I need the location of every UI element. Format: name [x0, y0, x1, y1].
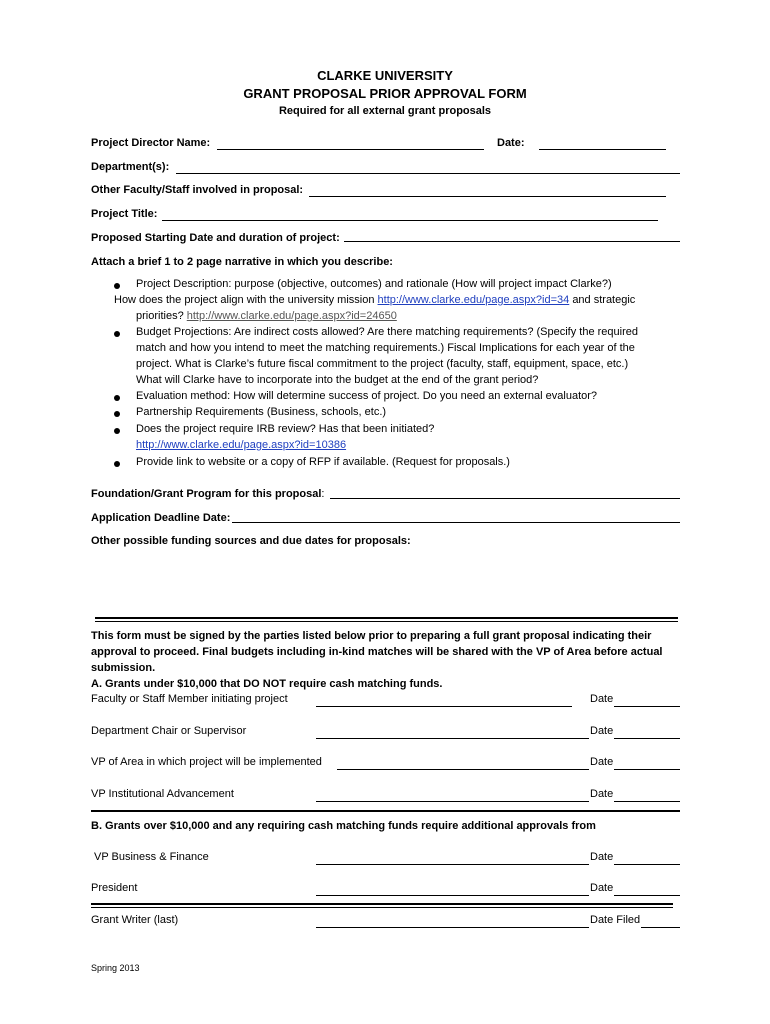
vp-inst-signature-field[interactable] — [316, 801, 589, 802]
vp-area-signature-field[interactable] — [337, 769, 589, 770]
faculty-date-field[interactable] — [614, 706, 680, 707]
faculty-date-label: Date — [590, 693, 614, 705]
chair-signature-field[interactable] — [316, 738, 589, 739]
date-filed-field[interactable] — [641, 927, 680, 928]
narrative-item-partnership: Partnership Requirements (Business, schools, etc.) — [136, 406, 387, 418]
priorities-text: priorities? — [136, 310, 184, 322]
president-signature-field[interactable] — [316, 895, 589, 896]
other-sources-label: Other possible funding sources and due dates for proposals: — [91, 535, 411, 547]
proposed-start-label: Proposed Starting Date and duration of project: — [91, 232, 340, 244]
foundation-text: Foundation/Grant Program for this proposal — [91, 488, 322, 500]
mission-question: How does the project align with the university mission — [114, 294, 375, 306]
project-director-field[interactable] — [217, 149, 484, 150]
narrative-item-evaluation: Evaluation method: How will determine success of project. Do you need an external evaluator? — [136, 390, 598, 402]
narrative-item-description: Project Description: purpose (objective, outcomes) and rationale (How will project impact Clarke?) — [136, 278, 612, 290]
narrative-item-rfp: Provide link to website or a copy of RFP if available. (Request for proposals.) — [136, 456, 510, 468]
signoff-notice-l2: approval to proceed. Final budgets including in-kind matches will be shared with the VP of Area before actual — [91, 646, 663, 658]
departments-label: Department(s): — [91, 161, 170, 173]
other-faculty-label: Other Faculty/Staff involved in proposal: — [91, 184, 304, 196]
chair-label: Department Chair or Supervisor — [91, 725, 247, 737]
vp-area-label: VP of Area in which project will be implemented — [91, 756, 322, 768]
faculty-signature-field[interactable] — [316, 706, 572, 707]
narrative-item-budget: Budget Projections: Are indirect costs allowed? Are there matching requirements? (Specify the required — [136, 326, 638, 338]
bullet-icon — [114, 411, 120, 417]
deadline-label: Application Deadline Date: — [91, 512, 231, 524]
bullet-icon — [114, 331, 120, 337]
foundation-field[interactable] — [330, 498, 680, 499]
signoff-notice-l3: submission. — [91, 662, 156, 674]
narrative-item-description-cont — [114, 294, 635, 306]
bullet-icon — [114, 428, 120, 434]
vp-area-date-label: Date — [590, 756, 614, 768]
project-title-field[interactable] — [162, 220, 658, 221]
section-a-divider — [91, 810, 680, 812]
departments-field[interactable] — [176, 173, 680, 174]
other-faculty-field[interactable] — [309, 196, 666, 197]
date-filed-label: Date Filed — [590, 914, 641, 926]
narrative-item-budget-l3: project. What is Clarke’s future fiscal commitment to the project (faculty, staff, equipment, space, etc.) — [136, 358, 629, 370]
date-field[interactable] — [539, 149, 666, 150]
faculty-label: Faculty or Staff Member initiating project — [91, 693, 288, 705]
section-a-heading: A. Grants under $10,000 that DO NOT require cash matching funds. — [91, 678, 443, 690]
president-label: President — [91, 882, 138, 894]
chair-date-label: Date — [590, 725, 614, 737]
vp-area-date-field[interactable] — [614, 769, 680, 770]
narrative-item-irb: Does the project require IRB review? Has that been initiated? — [136, 423, 435, 435]
foundation-colon: : — [321, 488, 325, 500]
irb-link[interactable]: http://www.clarke.edu/page.aspx?id=10386 — [136, 439, 347, 451]
deadline-field[interactable] — [232, 522, 680, 523]
president-date-field[interactable] — [614, 895, 680, 896]
chair-date-field[interactable] — [614, 738, 680, 739]
vp-business-label: VP Business & Finance — [94, 851, 209, 863]
vp-business-date-label: Date — [590, 851, 614, 863]
other-sources-field[interactable] — [91, 552, 680, 608]
bullet-icon — [114, 283, 120, 289]
section-b-heading: B. Grants over $10,000 and any requiring cash matching funds require additional approvals from — [91, 820, 596, 832]
narrative-item-priorities — [136, 310, 397, 322]
vp-business-signature-field[interactable] — [316, 864, 589, 865]
university-name: CLARKE UNIVERSITY — [317, 68, 453, 83]
grant-writer-signature-field[interactable] — [316, 927, 589, 928]
project-title-label: Project Title: — [91, 208, 158, 220]
priorities-link[interactable]: http://www.clarke.edu/page.aspx?id=24650 — [186, 310, 397, 322]
foundation-label — [91, 488, 324, 500]
strategic-text: and strategic — [572, 294, 636, 306]
vp-inst-date-field[interactable] — [614, 801, 680, 802]
grant-writer-label: Grant Writer (last) — [91, 914, 179, 926]
narrative-item-budget-l4: What will Clarke have to incorporate into the budget at the end of the grant period? — [136, 374, 539, 386]
vp-inst-label: VP Institutional Advancement — [91, 788, 234, 800]
section-b-divider — [91, 903, 673, 908]
bullet-icon — [114, 395, 120, 401]
president-date-label: Date — [590, 882, 614, 894]
signoff-notice-l1: This form must be signed by the parties listed below prior to preparing a full grant proposal indicating their — [91, 630, 652, 642]
footer-edition: Spring 2013 — [91, 963, 140, 973]
date-label: Date: — [497, 137, 525, 149]
project-director-label: Project Director Name: — [91, 137, 211, 149]
section-divider — [95, 617, 678, 622]
vp-inst-date-label: Date — [590, 788, 614, 800]
narrative-intro: Attach a brief 1 to 2 page narrative in which you describe: — [91, 256, 393, 268]
proposed-start-field[interactable] — [344, 241, 680, 242]
bullet-icon — [114, 461, 120, 467]
form-title: GRANT PROPOSAL PRIOR APPROVAL FORM — [243, 86, 527, 101]
vp-business-date-field[interactable] — [614, 864, 680, 865]
form-subtitle: Required for all external grant proposals — [278, 105, 492, 117]
narrative-item-budget-l2: match and how you intend to meet the matching requirements.) Fiscal Implications for each year of the — [136, 342, 635, 354]
mission-link[interactable]: http://www.clarke.edu/page.aspx?id=34 — [377, 294, 570, 306]
